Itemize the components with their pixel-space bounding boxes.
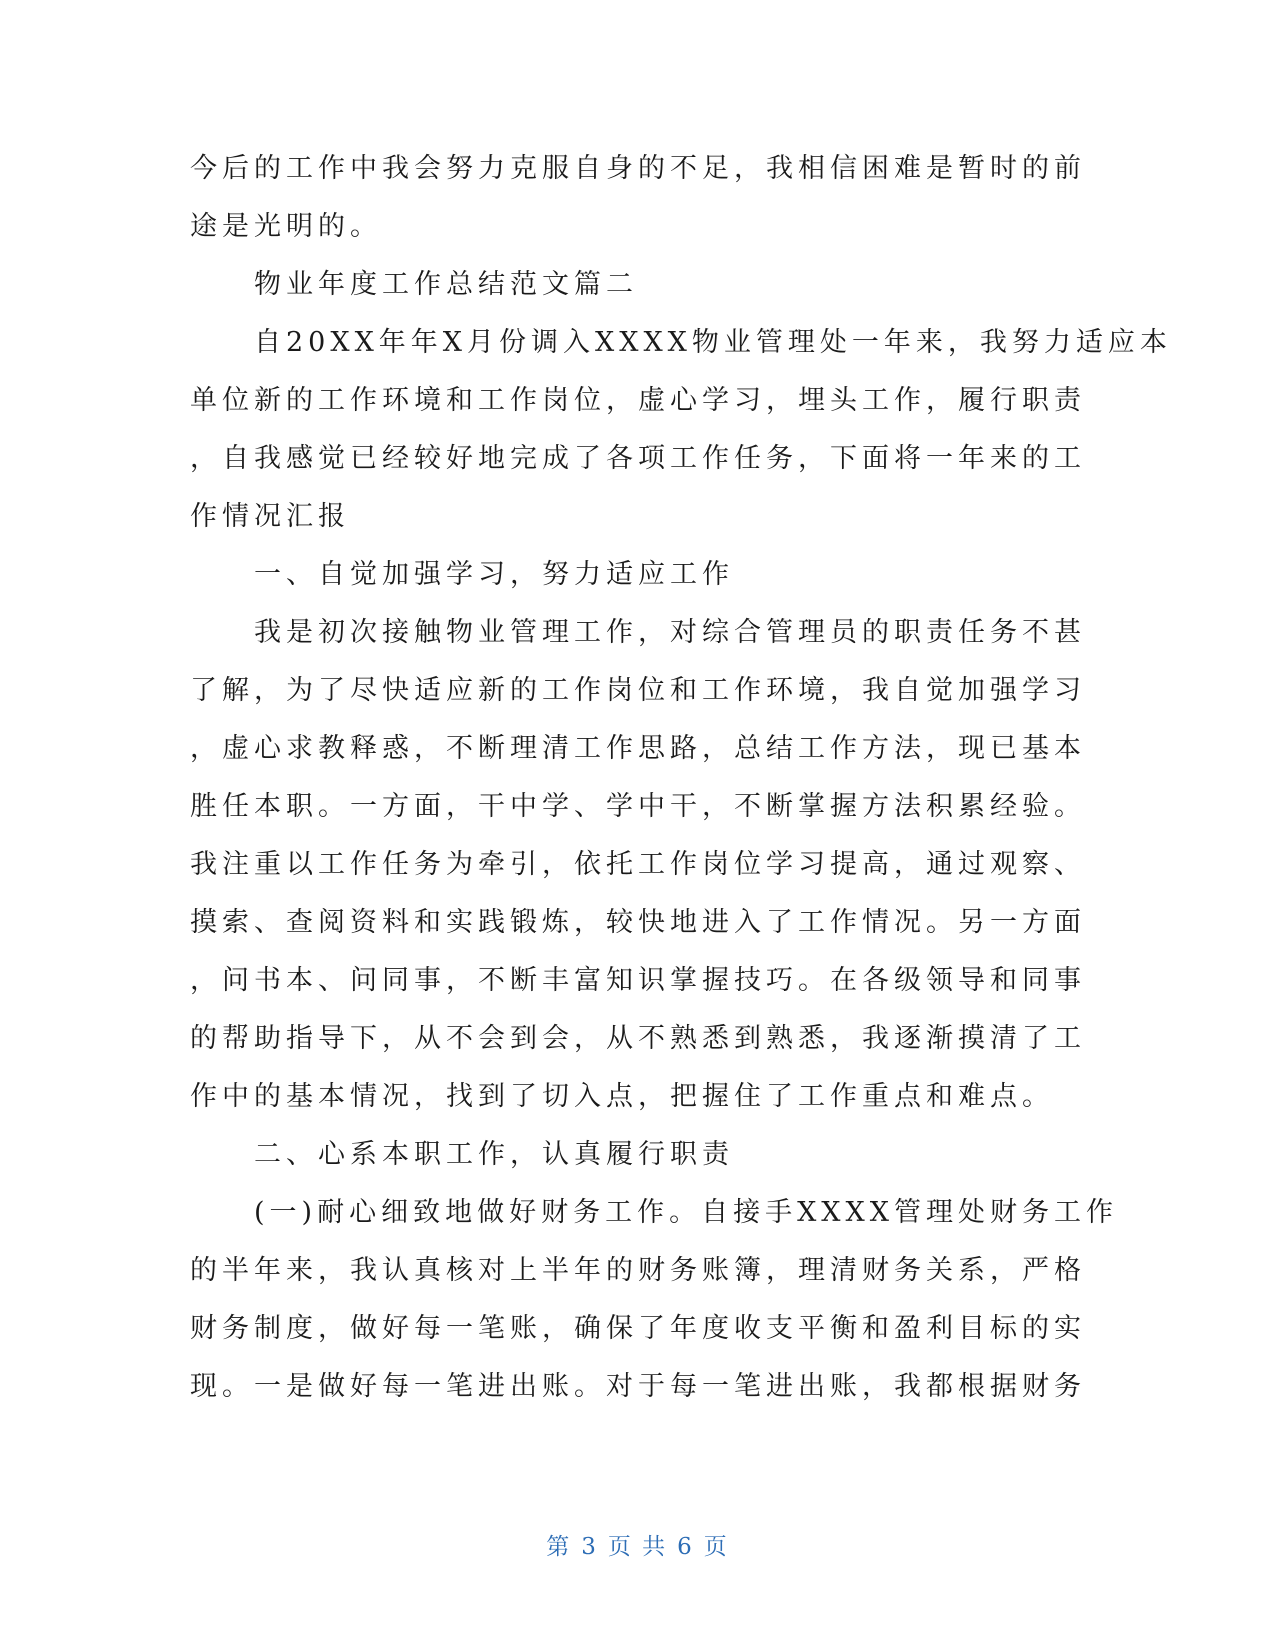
text-line: 我注重以工作任务为牵引，依托工作岗位学习提高，通过观察、 — [190, 849, 1086, 880]
text-line: 的半年来，我认真核对上半年的财务账簿，理清财务关系，严格 — [190, 1255, 1086, 1286]
current-page-number: 3 — [581, 1534, 598, 1560]
section-heading: 一、自觉加强学习，努力适应工作 — [190, 559, 734, 590]
text-line: 了解，为了尽快适应新的工作岗位和工作环境，我自觉加强学习 — [190, 675, 1086, 706]
footer-middle: 页 共 — [607, 1534, 668, 1560]
total-page-number: 6 — [677, 1534, 694, 1560]
section-title: 物业年度工作总结范文篇二 — [190, 269, 638, 300]
text-line: 今后的工作中我会努力克服自身的不足，我相信困难是暂时的前 — [190, 153, 1086, 184]
text-line: 的帮助指导下，从不会到会，从不熟悉到熟悉，我逐渐摸清了工 — [190, 1023, 1086, 1054]
text-line: 摸索、查阅资料和实践锻炼，较快地进入了工作情况。另一方面 — [190, 907, 1086, 938]
text-line: 单位新的工作环境和工作岗位，虚心学习，埋头工作，履行职责 — [190, 385, 1086, 416]
text-line: ，自我感觉已经较好地完成了各项工作任务，下面将一年来的工 — [190, 443, 1086, 474]
text-line: 自20XX年年X月份调入XXXX物业管理处一年来，我努力适应本 — [190, 327, 1172, 358]
text-line: ，虚心求教释惑，不断理清工作思路，总结工作方法，现已基本 — [190, 733, 1086, 764]
text-line: 作中的基本情况，找到了切入点，把握住了工作重点和难点。 — [190, 1081, 1054, 1112]
text-line: 现。一是做好每一笔进出账。对于每一笔进出账，我都根据财务 — [190, 1371, 1086, 1402]
text-line: 胜任本职。一方面，干中学、学中干，不断掌握方法积累经验。 — [190, 791, 1086, 822]
text-line: 财务制度，做好每一笔账，确保了年度收支平衡和盈利目标的实 — [190, 1313, 1086, 1344]
text-line: 途是光明的。 — [190, 211, 382, 242]
document-body — [190, 140, 1172, 1416]
text-line: 我是初次接触物业管理工作，对综合管理员的职责任务不甚 — [190, 617, 1086, 648]
footer-prefix: 第 — [546, 1534, 572, 1560]
footer-suffix: 页 — [703, 1534, 729, 1560]
text-line: ，问书本、问同事，不断丰富知识掌握技巧。在各级领导和同事 — [190, 965, 1086, 996]
page-footer — [0, 1528, 1275, 1561]
text-line: 作情况汇报 — [190, 501, 350, 532]
text-line: (一)耐心细致地做好财务工作。自接手XXXX管理处财务工作 — [190, 1197, 1118, 1228]
section-heading: 二、心系本职工作，认真履行职责 — [190, 1139, 734, 1170]
